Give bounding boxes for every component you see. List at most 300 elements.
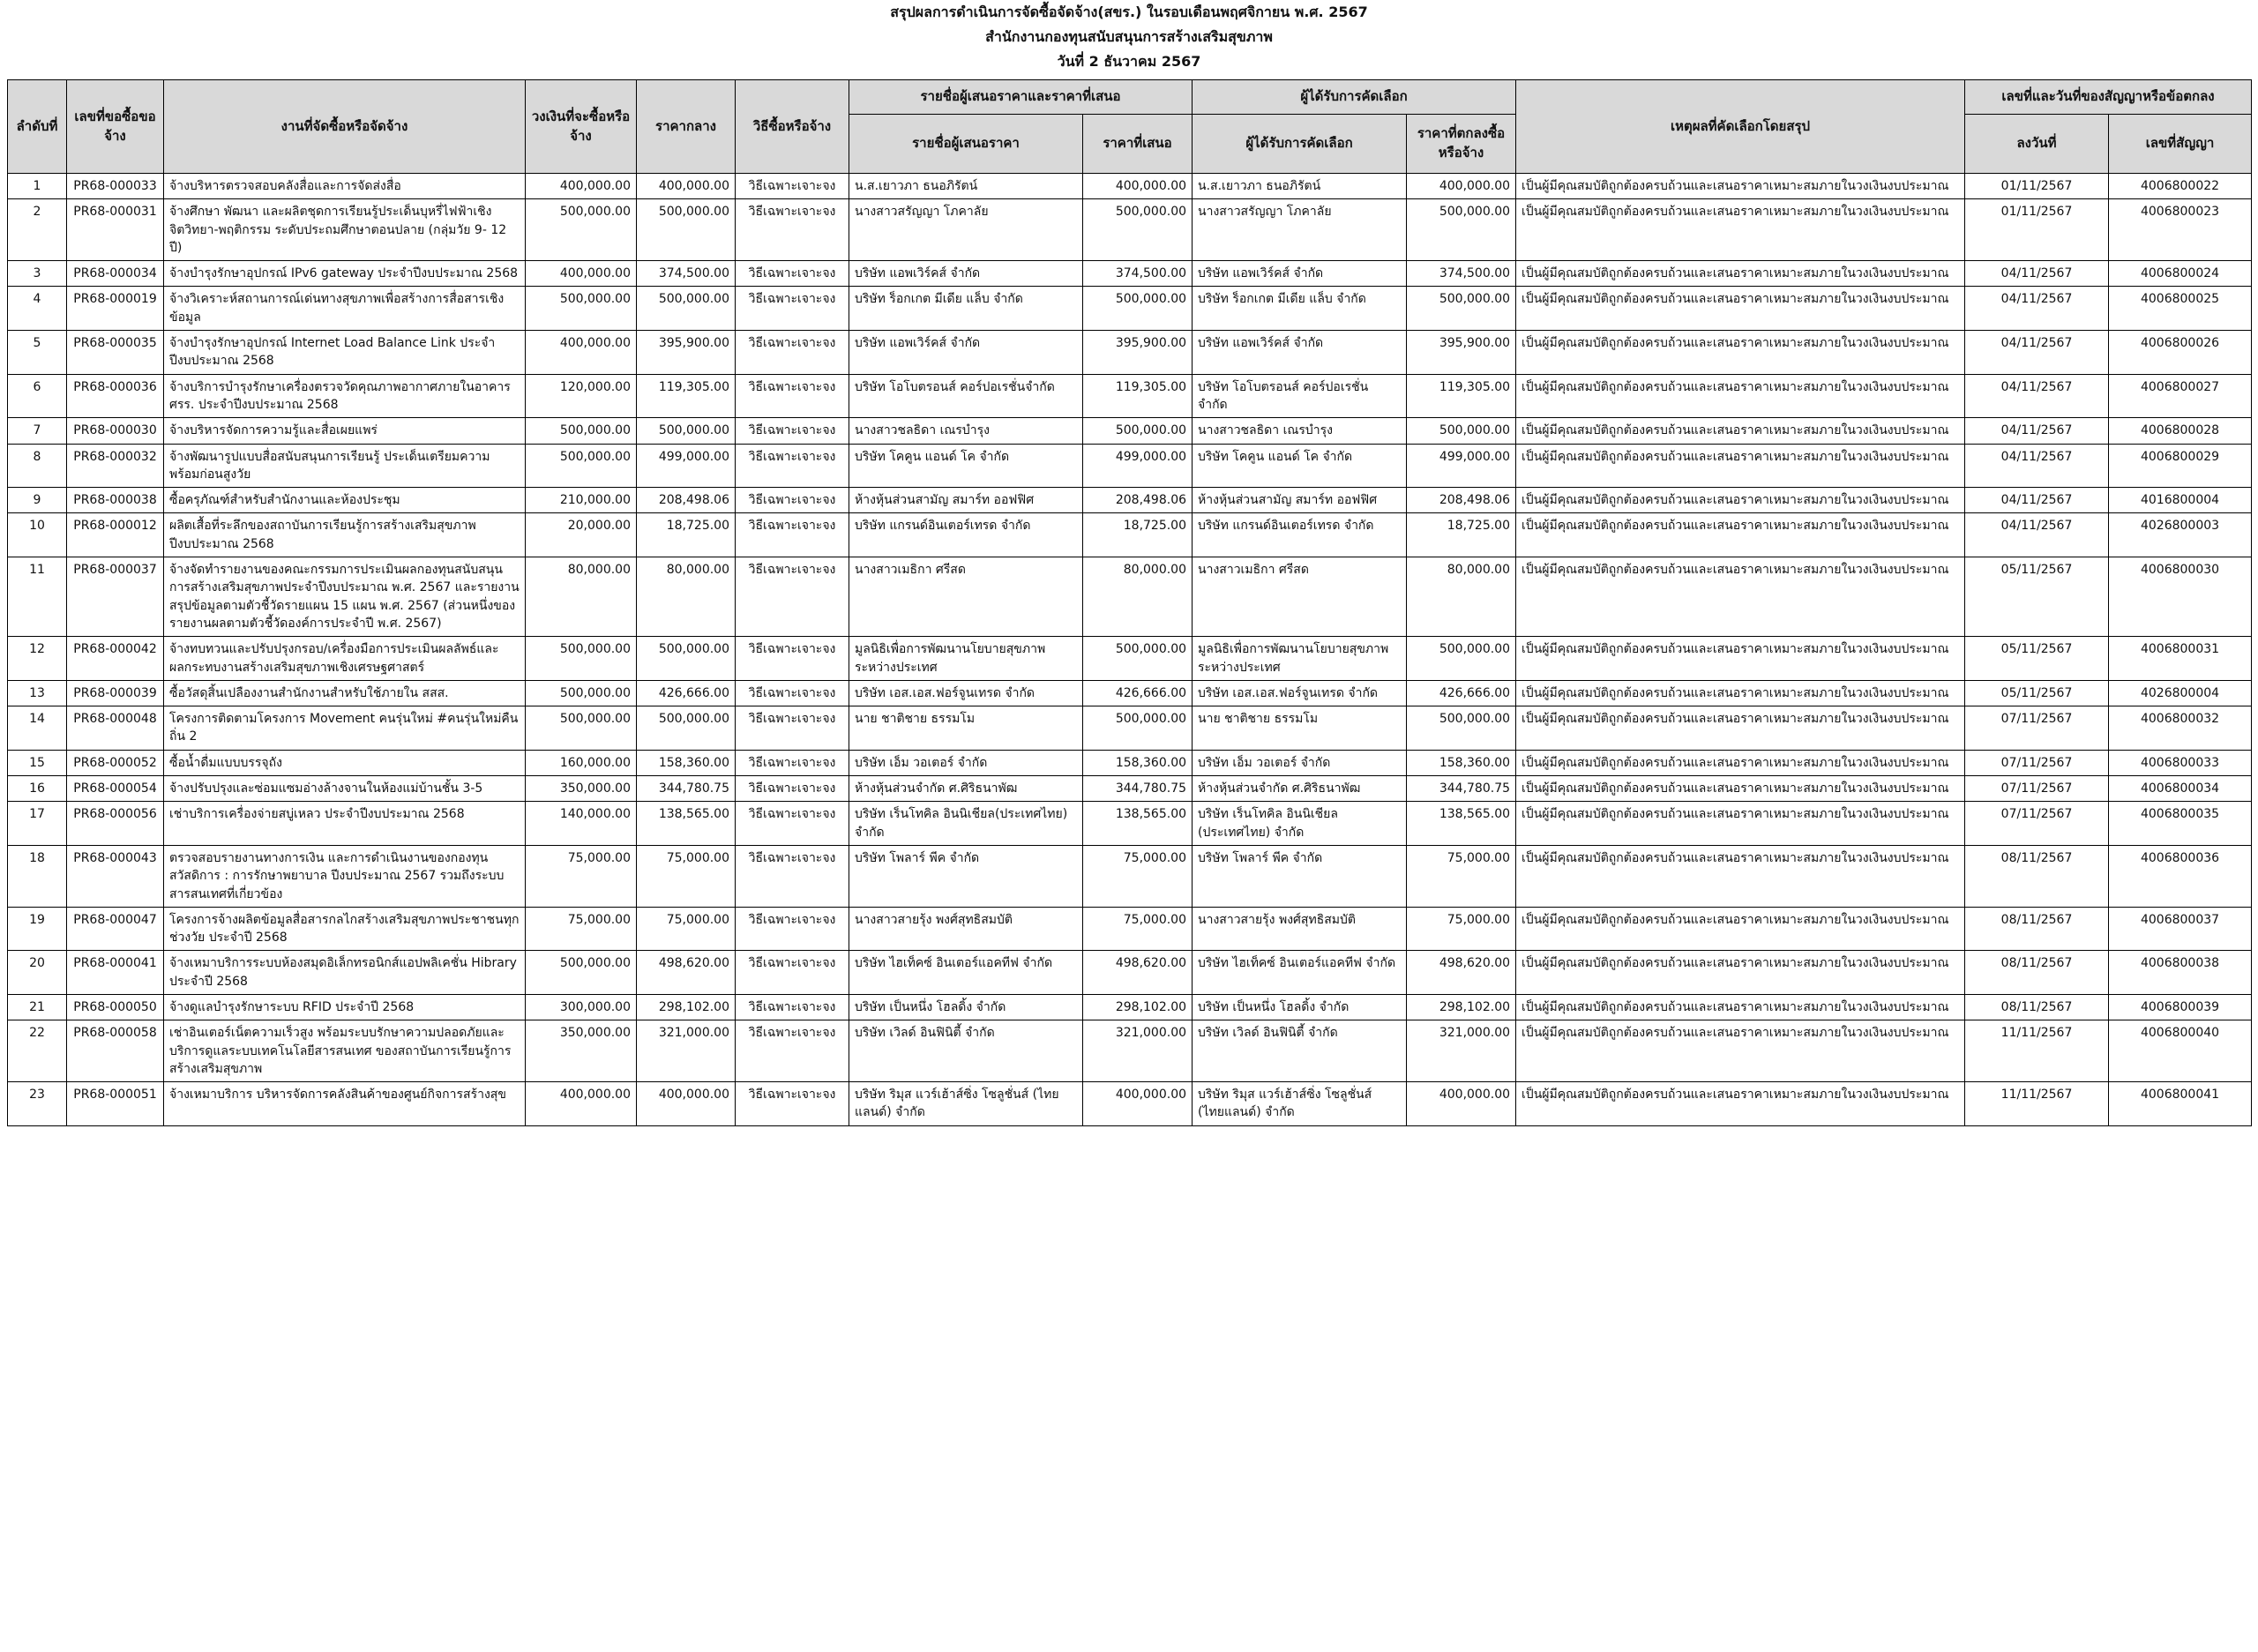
cell-work: จ้างเหมาบริการระบบห้องสมุดอิเล็กทรอนิกส์แอปพลิเคชั่น Hibrary ประจำปี 2568 bbox=[164, 951, 526, 995]
cell-no: 8 bbox=[8, 444, 67, 488]
cell-pr: PR68-000034 bbox=[67, 261, 164, 287]
cell-pr: PR68-000036 bbox=[67, 374, 164, 418]
cell-contract-no: 4016800004 bbox=[2109, 488, 2252, 513]
cell-no: 23 bbox=[8, 1082, 67, 1126]
cell-no: 20 bbox=[8, 951, 67, 995]
cell-agreed-price: 80,000.00 bbox=[1407, 557, 1516, 637]
cell-no: 7 bbox=[8, 418, 67, 444]
cell-budget: 350,000.00 bbox=[526, 1020, 637, 1082]
cell-work: จ้างศึกษา พัฒนา และผลิตชุดการเรียนรู้ประเด็นบุหรี่ไฟฟ้าเชิงจิตวิทยา-พฤติกรรม ระดับประถมศึกษาตอนปลาย (กลุ่มวัย 9- 12 ปี) bbox=[164, 199, 526, 261]
cell-bid-price: 208,498.06 bbox=[1083, 488, 1193, 513]
cell-median: 500,000.00 bbox=[637, 706, 736, 751]
header-method: วิธีซื้อหรือจ้าง bbox=[736, 80, 849, 174]
header-contract-no: เลขที่สัญญา bbox=[2109, 115, 2252, 174]
cell-bid-price: 500,000.00 bbox=[1083, 706, 1193, 751]
cell-method: วิธีเฉพาะเจาะจง bbox=[736, 776, 849, 802]
cell-no: 15 bbox=[8, 750, 67, 775]
cell-no: 3 bbox=[8, 261, 67, 287]
table-row bbox=[8, 994, 2252, 1020]
cell-method: วิธีเฉพาะเจาะจง bbox=[736, 331, 849, 375]
cell-bid-price: 75,000.00 bbox=[1083, 907, 1193, 951]
cell-agreed-price: 18,725.00 bbox=[1407, 513, 1516, 557]
cell-contract-no: 4006800022 bbox=[2109, 174, 2252, 199]
cell-work: ซื้อน้ำดื่มแบบบรรจุถัง bbox=[164, 750, 526, 775]
cell-reason: เป็นผู้มีคุณสมบัติถูกต้องครบถ้วนและเสนอราคาเหมาะสมภายในวงเงินงบประมาณ bbox=[1516, 1082, 1965, 1126]
cell-work: จ้างพัฒนารูปแบบสื่อสนับสนุนการเรียนรู้ ประเด็นเตรียมความพร้อมก่อนสูงวัย bbox=[164, 444, 526, 488]
cell-budget: 75,000.00 bbox=[526, 845, 637, 907]
cell-agreed-price: 298,102.00 bbox=[1407, 994, 1516, 1020]
table-row bbox=[8, 287, 2252, 331]
cell-contract-no: 4006800031 bbox=[2109, 637, 2252, 681]
cell-budget: 210,000.00 bbox=[526, 488, 637, 513]
cell-date: 11/11/2567 bbox=[1965, 1020, 2109, 1082]
cell-method: วิธีเฉพาะเจาะจง bbox=[736, 199, 849, 261]
cell-no: 6 bbox=[8, 374, 67, 418]
cell-work: ผลิตเสื้อที่ระลึกของสถาบันการเรียนรู้การสร้างเสริมสุขภาพ ปีงบประมาณ 2568 bbox=[164, 513, 526, 557]
cell-no: 19 bbox=[8, 907, 67, 951]
cell-selected: บริษัท โอโบตรอนส์ คอร์ปอเรชั่น จำกัด bbox=[1193, 374, 1407, 418]
cell-bidder: บริษัท แกรนด์อินเตอร์เทรด จำกัด bbox=[849, 513, 1083, 557]
cell-work: จ้างเหมาบริการ บริหารจัดการคลังสินค้าของศูนย์กิจการสร้างสุข bbox=[164, 1082, 526, 1126]
cell-date: 04/11/2567 bbox=[1965, 418, 2109, 444]
cell-agreed-price: 400,000.00 bbox=[1407, 1082, 1516, 1126]
cell-contract-no: 4006800034 bbox=[2109, 776, 2252, 802]
cell-date: 04/11/2567 bbox=[1965, 261, 2109, 287]
cell-contract-no: 4006800032 bbox=[2109, 706, 2252, 751]
cell-median: 426,666.00 bbox=[637, 680, 736, 706]
cell-selected: ห้างหุ้นส่วนจำกัด ศ.ศิริธนาพัฒ bbox=[1193, 776, 1407, 802]
cell-date: 11/11/2567 bbox=[1965, 1082, 2109, 1126]
table-row bbox=[8, 174, 2252, 199]
cell-reason: เป็นผู้มีคุณสมบัติถูกต้องครบถ้วนและเสนอราคาเหมาะสมภายในวงเงินงบประมาณ bbox=[1516, 374, 1965, 418]
cell-budget: 20,000.00 bbox=[526, 513, 637, 557]
cell-reason: เป็นผู้มีคุณสมบัติถูกต้องครบถ้วนและเสนอราคาเหมาะสมภายในวงเงินงบประมาณ bbox=[1516, 199, 1965, 261]
cell-bidder: ห้างหุ้นส่วนสามัญ สมาร์ท ออฟฟิศ bbox=[849, 488, 1083, 513]
cell-budget: 80,000.00 bbox=[526, 557, 637, 637]
cell-bid-price: 500,000.00 bbox=[1083, 637, 1193, 681]
cell-median: 75,000.00 bbox=[637, 845, 736, 907]
cell-date: 04/11/2567 bbox=[1965, 444, 2109, 488]
cell-budget: 300,000.00 bbox=[526, 994, 637, 1020]
cell-no: 16 bbox=[8, 776, 67, 802]
cell-reason: เป็นผู้มีคุณสมบัติถูกต้องครบถ้วนและเสนอราคาเหมาะสมภายในวงเงินงบประมาณ bbox=[1516, 750, 1965, 775]
table-row bbox=[8, 1082, 2252, 1126]
procurement-table bbox=[7, 79, 2252, 1126]
cell-pr: PR68-000033 bbox=[67, 174, 164, 199]
cell-reason: เป็นผู้มีคุณสมบัติถูกต้องครบถ้วนและเสนอราคาเหมาะสมภายในวงเงินงบประมาณ bbox=[1516, 802, 1965, 846]
cell-contract-no: 4006800028 bbox=[2109, 418, 2252, 444]
cell-method: วิธีเฉพาะเจาะจง bbox=[736, 444, 849, 488]
header-selected-group: ผู้ได้รับการคัดเลือก bbox=[1193, 80, 1516, 115]
header-work: งานที่จัดซื้อหรือจัดจ้าง bbox=[164, 80, 526, 174]
cell-median: 400,000.00 bbox=[637, 174, 736, 199]
cell-work: ตรวจสอบรายงานทางการเงิน และการดำเนินงานของกองทุนสวัสดิการ : การรักษาพยาบาล ปีงบประมาณ 2567 รวมถึงระบบสารสนเทศที่เกี่ยวข้อง bbox=[164, 845, 526, 907]
cell-agreed-price: 500,000.00 bbox=[1407, 199, 1516, 261]
cell-selected: บริษัท แอพเวิร์คส์ จำกัด bbox=[1193, 261, 1407, 287]
cell-bidder: บริษัท แอพเวิร์คส์ จำกัด bbox=[849, 331, 1083, 375]
cell-pr: PR68-000054 bbox=[67, 776, 164, 802]
cell-selected: บริษัท เอ็ม วอเตอร์ จำกัด bbox=[1193, 750, 1407, 775]
table-row bbox=[8, 444, 2252, 488]
header-budget: วงเงินที่จะซื้อหรือจ้าง bbox=[526, 80, 637, 174]
cell-contract-no: 4006800037 bbox=[2109, 907, 2252, 951]
cell-contract-no: 4006800027 bbox=[2109, 374, 2252, 418]
cell-bidder: บริษัท โพลาร์ พีค จำกัด bbox=[849, 845, 1083, 907]
cell-date: 04/11/2567 bbox=[1965, 331, 2109, 375]
cell-budget: 500,000.00 bbox=[526, 951, 637, 995]
cell-budget: 500,000.00 bbox=[526, 287, 637, 331]
table-row bbox=[8, 488, 2252, 513]
cell-selected: น.ส.เยาวภา ธนอภิรัตน์ bbox=[1193, 174, 1407, 199]
cell-reason: เป็นผู้มีคุณสมบัติถูกต้องครบถ้วนและเสนอราคาเหมาะสมภายในวงเงินงบประมาณ bbox=[1516, 488, 1965, 513]
table-row bbox=[8, 261, 2252, 287]
cell-date: 04/11/2567 bbox=[1965, 513, 2109, 557]
cell-bid-price: 138,565.00 bbox=[1083, 802, 1193, 846]
table-row bbox=[8, 750, 2252, 775]
cell-no: 13 bbox=[8, 680, 67, 706]
cell-budget: 350,000.00 bbox=[526, 776, 637, 802]
cell-reason: เป็นผู้มีคุณสมบัติถูกต้องครบถ้วนและเสนอราคาเหมาะสมภายในวงเงินงบประมาณ bbox=[1516, 994, 1965, 1020]
cell-contract-no: 4006800040 bbox=[2109, 1020, 2252, 1082]
cell-budget: 500,000.00 bbox=[526, 706, 637, 751]
cell-pr: PR68-000032 bbox=[67, 444, 164, 488]
cell-contract-no: 4006800025 bbox=[2109, 287, 2252, 331]
cell-bid-price: 374,500.00 bbox=[1083, 261, 1193, 287]
cell-reason: เป็นผู้มีคุณสมบัติถูกต้องครบถ้วนและเสนอราคาเหมาะสมภายในวงเงินงบประมาณ bbox=[1516, 907, 1965, 951]
cell-pr: PR68-000035 bbox=[67, 331, 164, 375]
cell-no: 17 bbox=[8, 802, 67, 846]
cell-method: วิธีเฉพาะเจาะจง bbox=[736, 680, 849, 706]
cell-date: 04/11/2567 bbox=[1965, 287, 2109, 331]
cell-bid-price: 426,666.00 bbox=[1083, 680, 1193, 706]
cell-no: 9 bbox=[8, 488, 67, 513]
cell-selected: นาย ชาติชาย ธรรมโม bbox=[1193, 706, 1407, 751]
cell-budget: 400,000.00 bbox=[526, 261, 637, 287]
cell-date: 05/11/2567 bbox=[1965, 680, 2109, 706]
cell-work: จ้างบริหารจัดการความรู้และสื่อเผยแพร่ bbox=[164, 418, 526, 444]
cell-reason: เป็นผู้มีคุณสมบัติถูกต้องครบถ้วนและเสนอราคาเหมาะสมภายในวงเงินงบประมาณ bbox=[1516, 776, 1965, 802]
cell-contract-no: 4006800030 bbox=[2109, 557, 2252, 637]
cell-date: 04/11/2567 bbox=[1965, 488, 2109, 513]
cell-bidder: บริษัท แอพเวิร์คส์ จำกัด bbox=[849, 261, 1083, 287]
cell-reason: เป็นผู้มีคุณสมบัติถูกต้องครบถ้วนและเสนอราคาเหมาะสมภายในวงเงินงบประมาณ bbox=[1516, 513, 1965, 557]
cell-date: 04/11/2567 bbox=[1965, 374, 2109, 418]
cell-bidder: นางสาวสายรุ้ง พงศ์สุทธิสมบัติ bbox=[849, 907, 1083, 951]
cell-method: วิธีเฉพาะเจาะจง bbox=[736, 994, 849, 1020]
cell-selected: บริษัท เอส.เอส.ฟอร์จูนเทรด จำกัด bbox=[1193, 680, 1407, 706]
cell-bidder: บริษัท เป็นหนึ่ง โฮลดิ้ง จำกัด bbox=[849, 994, 1083, 1020]
cell-budget: 120,000.00 bbox=[526, 374, 637, 418]
cell-no: 18 bbox=[8, 845, 67, 907]
cell-bidder: บริษัท ริมุส แวร์เฮ้าส์ซิ่ง โซลูชั่นส์ (ไทยแลนด์) จำกัด bbox=[849, 1082, 1083, 1126]
cell-pr: PR68-000041 bbox=[67, 951, 164, 995]
report-title: สรุปผลการดำเนินการจัดซื้อจัดจ้าง(สขร.) ในรอบเดือนพฤศจิกายน พ.ศ. 2567 bbox=[890, 4, 1368, 20]
cell-date: 07/11/2567 bbox=[1965, 750, 2109, 775]
cell-selected: นางสาวชลธิดา เณรบำรุง bbox=[1193, 418, 1407, 444]
cell-agreed-price: 500,000.00 bbox=[1407, 706, 1516, 751]
cell-bidder: นางสาวเมธิกา ศรีสด bbox=[849, 557, 1083, 637]
cell-no: 1 bbox=[8, 174, 67, 199]
cell-method: วิธีเฉพาะเจาะจง bbox=[736, 750, 849, 775]
cell-method: วิธีเฉพาะเจาะจง bbox=[736, 706, 849, 751]
cell-bidder: บริษัท เวิลด์ อินฟินิตี้ จำกัด bbox=[849, 1020, 1083, 1082]
report-date: วันที่ 2 ธันวาคม 2567 bbox=[1057, 53, 1201, 70]
cell-selected: บริษัท เร็นโทคิล อินนิเชียล (ประเทศไทย) จำกัด bbox=[1193, 802, 1407, 846]
cell-method: วิธีเฉพาะเจาะจง bbox=[736, 261, 849, 287]
report-agency: สำนักงานกองทุนสนับสนุนการสร้างเสริมสุขภาพ bbox=[985, 28, 1273, 45]
cell-date: 08/11/2567 bbox=[1965, 994, 2109, 1020]
cell-reason: เป็นผู้มีคุณสมบัติถูกต้องครบถ้วนและเสนอราคาเหมาะสมภายในวงเงินงบประมาณ bbox=[1516, 174, 1965, 199]
cell-pr: PR68-000052 bbox=[67, 750, 164, 775]
cell-agreed-price: 500,000.00 bbox=[1407, 637, 1516, 681]
cell-date: 08/11/2567 bbox=[1965, 951, 2109, 995]
cell-pr: PR68-000047 bbox=[67, 907, 164, 951]
table-row bbox=[8, 1020, 2252, 1082]
cell-bidder: บริษัท โคคูน แอนด์ โค จำกัด bbox=[849, 444, 1083, 488]
table-row bbox=[8, 557, 2252, 637]
cell-bid-price: 321,000.00 bbox=[1083, 1020, 1193, 1082]
cell-bid-price: 344,780.75 bbox=[1083, 776, 1193, 802]
cell-budget: 500,000.00 bbox=[526, 444, 637, 488]
cell-selected: บริษัท เวิลด์ อินฟินิตี้ จำกัด bbox=[1193, 1020, 1407, 1082]
cell-pr: PR68-000030 bbox=[67, 418, 164, 444]
table-row bbox=[8, 706, 2252, 751]
cell-selected: ห้างหุ้นส่วนสามัญ สมาร์ท ออฟฟิศ bbox=[1193, 488, 1407, 513]
cell-median: 321,000.00 bbox=[637, 1020, 736, 1082]
header-contract-group: เลขที่และวันที่ของสัญญาหรือข้อตกลง bbox=[1965, 80, 2252, 115]
header-no: ลำดับที่ bbox=[8, 80, 67, 174]
cell-method: วิธีเฉพาะเจาะจง bbox=[736, 287, 849, 331]
cell-pr: PR68-000019 bbox=[67, 287, 164, 331]
table-row bbox=[8, 907, 2252, 951]
cell-reason: เป็นผู้มีคุณสมบัติถูกต้องครบถ้วนและเสนอราคาเหมาะสมภายในวงเงินงบประมาณ bbox=[1516, 845, 1965, 907]
cell-budget: 140,000.00 bbox=[526, 802, 637, 846]
cell-contract-no: 4006800026 bbox=[2109, 331, 2252, 375]
header-date: ลงวันที่ bbox=[1965, 115, 2109, 174]
cell-agreed-price: 500,000.00 bbox=[1407, 418, 1516, 444]
cell-bidder: บริษัท โอโบตรอนส์ คอร์ปอเรชั่นจำกัด bbox=[849, 374, 1083, 418]
cell-work: จ้างจัดทำรายงานของคณะกรรมการประเมินผลกองทุนสนับสนุนการสร้างเสริมสุขภาพประจำปีงบประมาณ พ.ศ. 2567 และรายงานสรุปข้อมูลตามตัวชี้วัดรายแผน 15 แผน พ.ศ. 2567 (ส่วนหนึ่งของรายงานผลตามตัวชี้วัดองค์การประจำปี พ.ศ. 2567) bbox=[164, 557, 526, 637]
cell-median: 138,565.00 bbox=[637, 802, 736, 846]
cell-work: จ้างดูแลบำรุงรักษาระบบ RFID ประจำปี 2568 bbox=[164, 994, 526, 1020]
cell-pr: PR68-000058 bbox=[67, 1020, 164, 1082]
cell-pr: PR68-000037 bbox=[67, 557, 164, 637]
cell-date: 08/11/2567 bbox=[1965, 907, 2109, 951]
cell-bid-price: 395,900.00 bbox=[1083, 331, 1193, 375]
cell-contract-no: 4026800003 bbox=[2109, 513, 2252, 557]
cell-agreed-price: 500,000.00 bbox=[1407, 287, 1516, 331]
cell-date: 05/11/2567 bbox=[1965, 637, 2109, 681]
cell-selected: บริษัท ริมุส แวร์เฮ้าส์ซิ่ง โซลูชั่นส์ (ไทยแลนด์) จำกัด bbox=[1193, 1082, 1407, 1126]
cell-date: 07/11/2567 bbox=[1965, 776, 2109, 802]
cell-method: วิธีเฉพาะเจาะจง bbox=[736, 951, 849, 995]
cell-bidder: น.ส.เยาวภา ธนอภิรัตน์ bbox=[849, 174, 1083, 199]
header-pr: เลขที่ขอซื้อขอจ้าง bbox=[67, 80, 164, 174]
cell-contract-no: 4006800039 bbox=[2109, 994, 2252, 1020]
cell-median: 400,000.00 bbox=[637, 1082, 736, 1126]
cell-contract-no: 4006800036 bbox=[2109, 845, 2252, 907]
cell-selected: บริษัท โพลาร์ พีค จำกัด bbox=[1193, 845, 1407, 907]
cell-bid-price: 499,000.00 bbox=[1083, 444, 1193, 488]
header-bid-price: ราคาที่เสนอ bbox=[1083, 115, 1193, 174]
table-row bbox=[8, 374, 2252, 418]
cell-pr: PR68-000048 bbox=[67, 706, 164, 751]
header-bidders-group: รายชื่อผู้เสนอราคาและราคาที่เสนอ bbox=[849, 80, 1193, 115]
cell-median: 499,000.00 bbox=[637, 444, 736, 488]
cell-selected: บริษัท ร็อกเกต มีเดีย แล็บ จำกัด bbox=[1193, 287, 1407, 331]
cell-bid-price: 500,000.00 bbox=[1083, 287, 1193, 331]
cell-contract-no: 4006800038 bbox=[2109, 951, 2252, 995]
cell-median: 500,000.00 bbox=[637, 637, 736, 681]
cell-bid-price: 400,000.00 bbox=[1083, 1082, 1193, 1126]
cell-budget: 400,000.00 bbox=[526, 174, 637, 199]
cell-median: 75,000.00 bbox=[637, 907, 736, 951]
table-row bbox=[8, 199, 2252, 261]
cell-median: 500,000.00 bbox=[637, 287, 736, 331]
cell-median: 500,000.00 bbox=[637, 199, 736, 261]
cell-work: จ้างวิเคราะห์สถานการณ์เด่นทางสุขภาพเพื่อสร้างการสื่อสารเชิงข้อมูล bbox=[164, 287, 526, 331]
table-row bbox=[8, 418, 2252, 444]
cell-pr: PR68-000051 bbox=[67, 1082, 164, 1126]
cell-bidder: บริษัท ร็อกเกต มีเดีย แล็บ จำกัด bbox=[849, 287, 1083, 331]
cell-method: วิธีเฉพาะเจาะจง bbox=[736, 1020, 849, 1082]
cell-bid-price: 119,305.00 bbox=[1083, 374, 1193, 418]
cell-contract-no: 4006800041 bbox=[2109, 1082, 2252, 1126]
cell-bid-price: 400,000.00 bbox=[1083, 174, 1193, 199]
cell-no: 4 bbox=[8, 287, 67, 331]
cell-agreed-price: 208,498.06 bbox=[1407, 488, 1516, 513]
cell-median: 18,725.00 bbox=[637, 513, 736, 557]
cell-contract-no: 4006800023 bbox=[2109, 199, 2252, 261]
cell-work: จ้างบริการบำรุงรักษาเครื่องตรวจวัดคุณภาพอากาศภายในอาคาร ศรร. ประจำปีงบประมาณ 2568 bbox=[164, 374, 526, 418]
cell-bid-price: 18,725.00 bbox=[1083, 513, 1193, 557]
cell-agreed-price: 400,000.00 bbox=[1407, 174, 1516, 199]
table-row bbox=[8, 680, 2252, 706]
table-row bbox=[8, 845, 2252, 907]
cell-median: 374,500.00 bbox=[637, 261, 736, 287]
cell-budget: 400,000.00 bbox=[526, 1082, 637, 1126]
cell-budget: 500,000.00 bbox=[526, 637, 637, 681]
cell-budget: 500,000.00 bbox=[526, 418, 637, 444]
table-row bbox=[8, 513, 2252, 557]
cell-method: วิธีเฉพาะเจาะจง bbox=[736, 374, 849, 418]
cell-pr: PR68-000038 bbox=[67, 488, 164, 513]
cell-bidder: นางสาวชลธิดา เณรบำรุง bbox=[849, 418, 1083, 444]
table-row bbox=[8, 637, 2252, 681]
cell-method: วิธีเฉพาะเจาะจง bbox=[736, 174, 849, 199]
table-header bbox=[8, 80, 2252, 174]
cell-median: 80,000.00 bbox=[637, 557, 736, 637]
cell-pr: PR68-000050 bbox=[67, 994, 164, 1020]
cell-work: โครงการจ้างผลิตข้อมูลสื่อสารกลไกสร้างเสริมสุขภาพประชาชนทุกช่วงวัย ประจำปี 2568 bbox=[164, 907, 526, 951]
cell-method: วิธีเฉพาะเจาะจง bbox=[736, 488, 849, 513]
cell-date: 01/11/2567 bbox=[1965, 174, 2109, 199]
cell-pr: PR68-000056 bbox=[67, 802, 164, 846]
cell-reason: เป็นผู้มีคุณสมบัติถูกต้องครบถ้วนและเสนอราคาเหมาะสมภายในวงเงินงบประมาณ bbox=[1516, 331, 1965, 375]
cell-agreed-price: 158,360.00 bbox=[1407, 750, 1516, 775]
cell-median: 500,000.00 bbox=[637, 418, 736, 444]
cell-median: 344,780.75 bbox=[637, 776, 736, 802]
cell-bidder: นางสาวสรัญญา โภคาลัย bbox=[849, 199, 1083, 261]
cell-agreed-price: 426,666.00 bbox=[1407, 680, 1516, 706]
cell-pr: PR68-000012 bbox=[67, 513, 164, 557]
cell-contract-no: 4006800024 bbox=[2109, 261, 2252, 287]
cell-contract-no: 4026800004 bbox=[2109, 680, 2252, 706]
cell-work: จ้างบำรุงรักษาอุปกรณ์ IPv6 gateway ประจำปีงบประมาณ 2568 bbox=[164, 261, 526, 287]
cell-no: 14 bbox=[8, 706, 67, 751]
cell-method: วิธีเฉพาะเจาะจง bbox=[736, 513, 849, 557]
cell-bidder: มูลนิธิเพื่อการพัฒนานโยบายสุขภาพระหว่างประเทศ bbox=[849, 637, 1083, 681]
cell-bid-price: 75,000.00 bbox=[1083, 845, 1193, 907]
cell-agreed-price: 138,565.00 bbox=[1407, 802, 1516, 846]
header-median: ราคากลาง bbox=[637, 80, 736, 174]
cell-method: วิธีเฉพาะเจาะจง bbox=[736, 418, 849, 444]
cell-date: 07/11/2567 bbox=[1965, 706, 2109, 751]
header-agreed-price: ราคาที่ตกลงซื้อหรือจ้าง bbox=[1407, 115, 1516, 174]
cell-selected: มูลนิธิเพื่อการพัฒนานโยบายสุขภาพระหว่างประเทศ bbox=[1193, 637, 1407, 681]
report-title-block bbox=[0, 0, 2258, 74]
cell-agreed-price: 498,620.00 bbox=[1407, 951, 1516, 995]
cell-no: 5 bbox=[8, 331, 67, 375]
cell-selected: บริษัท แอพเวิร์คส์ จำกัด bbox=[1193, 331, 1407, 375]
cell-no: 12 bbox=[8, 637, 67, 681]
cell-selected: นางสาวสรัญญา โภคาลัย bbox=[1193, 199, 1407, 261]
cell-no: 11 bbox=[8, 557, 67, 637]
cell-bid-price: 500,000.00 bbox=[1083, 418, 1193, 444]
cell-date: 01/11/2567 bbox=[1965, 199, 2109, 261]
cell-contract-no: 4006800029 bbox=[2109, 444, 2252, 488]
cell-work: จ้างบริหารตรวจสอบคลังสื่อและการจัดส่งสื่อ bbox=[164, 174, 526, 199]
cell-bid-price: 498,620.00 bbox=[1083, 951, 1193, 995]
cell-selected: บริษัท แกรนด์อินเตอร์เทรด จำกัด bbox=[1193, 513, 1407, 557]
cell-bid-price: 80,000.00 bbox=[1083, 557, 1193, 637]
cell-date: 07/11/2567 bbox=[1965, 802, 2109, 846]
cell-reason: เป็นผู้มีคุณสมบัติถูกต้องครบถ้วนและเสนอราคาเหมาะสมภายในวงเงินงบประมาณ bbox=[1516, 261, 1965, 287]
cell-method: วิธีเฉพาะเจาะจง bbox=[736, 557, 849, 637]
cell-work: จ้างปรับปรุงและซ่อมแซมอ่างล้างจานในห้องแม่บ้านชั้น 3-5 bbox=[164, 776, 526, 802]
cell-date: 05/11/2567 bbox=[1965, 557, 2109, 637]
cell-pr: PR68-000042 bbox=[67, 637, 164, 681]
cell-bid-price: 158,360.00 bbox=[1083, 750, 1193, 775]
cell-agreed-price: 119,305.00 bbox=[1407, 374, 1516, 418]
cell-median: 208,498.06 bbox=[637, 488, 736, 513]
cell-budget: 160,000.00 bbox=[526, 750, 637, 775]
cell-agreed-price: 75,000.00 bbox=[1407, 907, 1516, 951]
cell-budget: 400,000.00 bbox=[526, 331, 637, 375]
cell-bid-price: 500,000.00 bbox=[1083, 199, 1193, 261]
table-row bbox=[8, 951, 2252, 995]
cell-reason: เป็นผู้มีคุณสมบัติถูกต้องครบถ้วนและเสนอราคาเหมาะสมภายในวงเงินงบประมาณ bbox=[1516, 706, 1965, 751]
header-selected: ผู้ได้รับการคัดเลือก bbox=[1193, 115, 1407, 174]
cell-method: วิธีเฉพาะเจาะจง bbox=[736, 907, 849, 951]
cell-median: 119,305.00 bbox=[637, 374, 736, 418]
cell-median: 395,900.00 bbox=[637, 331, 736, 375]
cell-selected: นางสาวเมธิกา ศรีสด bbox=[1193, 557, 1407, 637]
cell-no: 10 bbox=[8, 513, 67, 557]
cell-no: 22 bbox=[8, 1020, 67, 1082]
table-row bbox=[8, 802, 2252, 846]
cell-work: ซื้อวัสดุสิ้นเปลืองงานสำนักงานสำหรับใช้ภายใน สสส. bbox=[164, 680, 526, 706]
header-bidder: รายชื่อผู้เสนอราคา bbox=[849, 115, 1083, 174]
cell-work: โครงการติดตามโครงการ Movement คนรุ่นใหม่ #คนรุ่นใหม่คืนถิ่น 2 bbox=[164, 706, 526, 751]
cell-bidder: บริษัท เอส.เอส.ฟอร์จูนเทรด จำกัด bbox=[849, 680, 1083, 706]
cell-bidder: ห้างหุ้นส่วนจำกัด ศ.ศิริธนาพัฒ bbox=[849, 776, 1083, 802]
cell-median: 158,360.00 bbox=[637, 750, 736, 775]
cell-reason: เป็นผู้มีคุณสมบัติถูกต้องครบถ้วนและเสนอราคาเหมาะสมภายในวงเงินงบประมาณ bbox=[1516, 637, 1965, 681]
cell-reason: เป็นผู้มีคุณสมบัติถูกต้องครบถ้วนและเสนอราคาเหมาะสมภายในวงเงินงบประมาณ bbox=[1516, 287, 1965, 331]
cell-agreed-price: 75,000.00 bbox=[1407, 845, 1516, 907]
cell-pr: PR68-000039 bbox=[67, 680, 164, 706]
